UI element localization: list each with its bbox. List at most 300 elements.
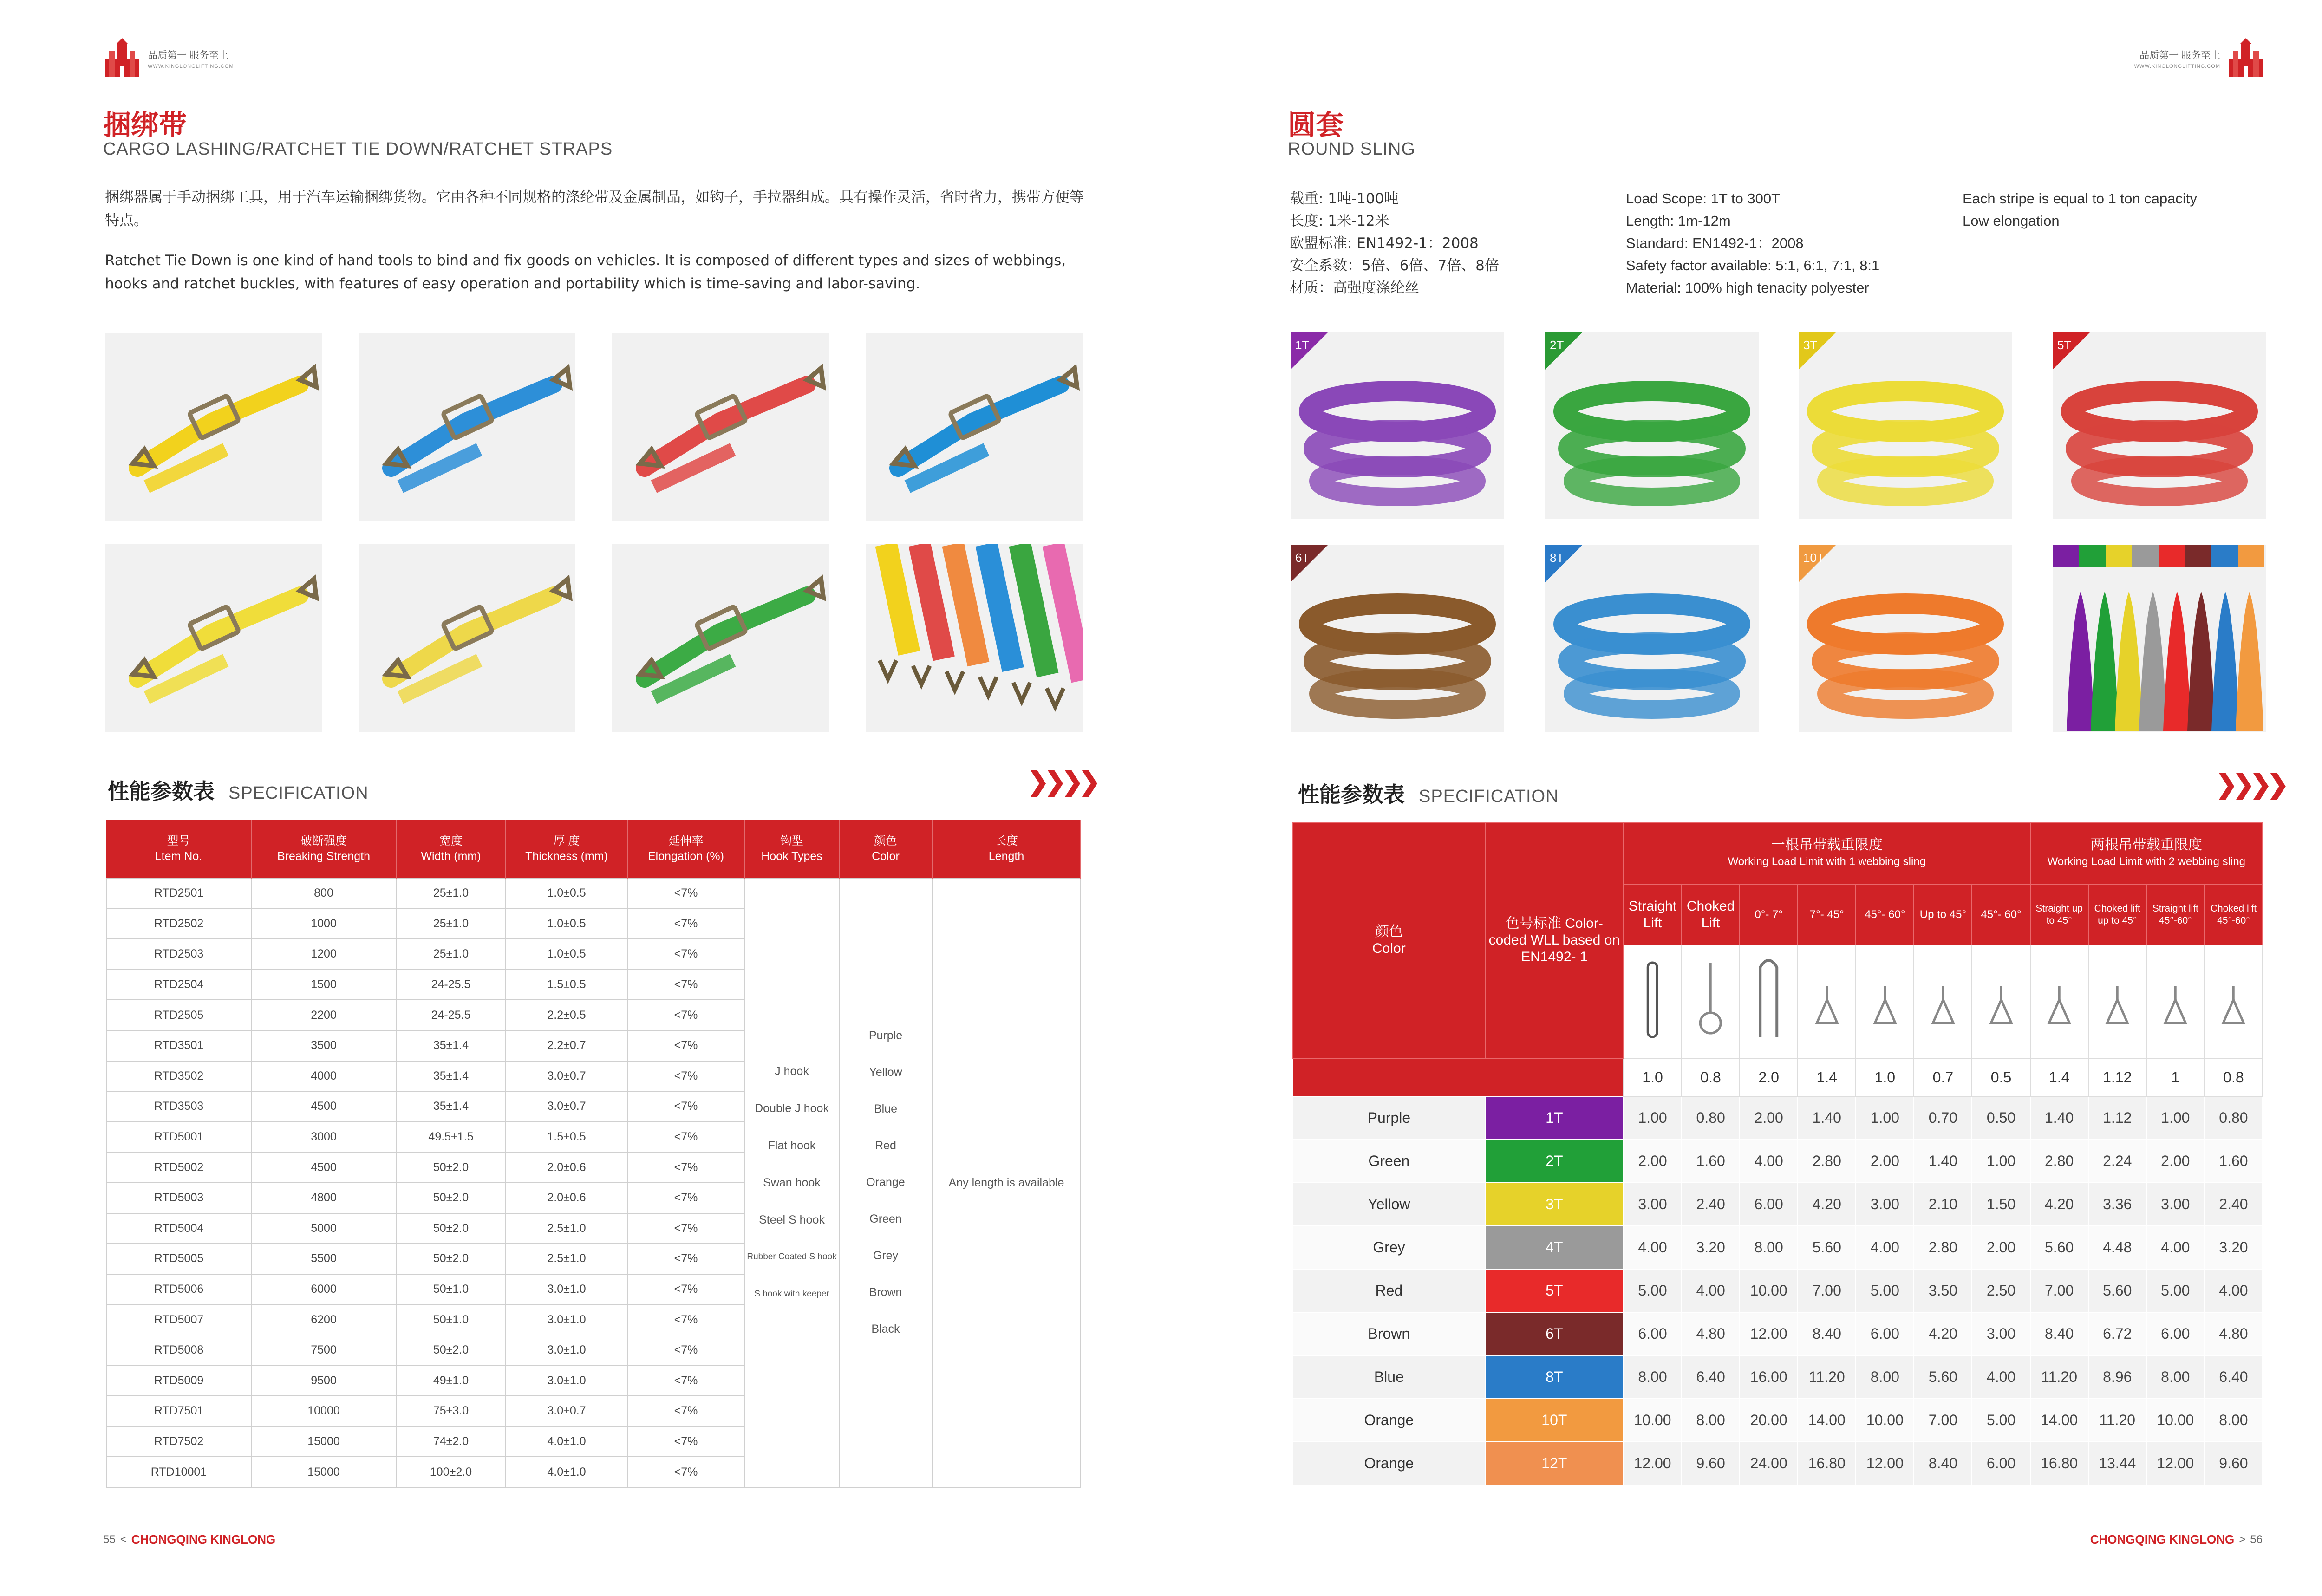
column-header-cn: 长度 [994,834,1018,847]
lift-mode-header: 45°- 60° [1972,885,2030,945]
wll-value: 2.00 [1624,1140,1682,1183]
description-en: Ratchet Tie Down is one kind of hand tools to bind and fix goods on vehicles. It is composed of different types and sizes of webbings, hooks and ratchet buckles, with features of easy operation and portability which is time-saving and labor-saving. [105,252,1066,292]
table-cell: <7% [627,1213,744,1244]
table-cell: <7% [627,1030,744,1061]
chevrons-icon: ❯❯❯❯ [2216,769,2284,799]
wll-value: 4.00 [1682,1269,1740,1312]
table-cell: 1.5±0.5 [506,1122,627,1153]
table-cell: 1000 [251,909,396,939]
page-footer: 55 < CHONGQING KINGLONG [103,1532,276,1546]
column-header-en: Hook Types [761,849,822,863]
color-option: Black [871,1322,900,1336]
table-cell: 50±2.0 [396,1244,506,1274]
lift-mode-header: 7°- 45° [1798,885,1856,945]
table-cell: 2.0±0.6 [506,1152,627,1183]
hook-type: Flat hook [768,1139,816,1152]
wll-value: 8.40 [1914,1442,1972,1485]
hook-types-cell [744,878,839,1487]
round-sling-photo [1291,545,1504,732]
wll-value: 6.00 [1856,1312,1914,1355]
table-cell: 24-25.5 [396,970,506,1000]
wll-value: 1.50 [1972,1183,2030,1226]
wll-value: 16.80 [1798,1442,1856,1485]
column-header [627,820,744,878]
lift-mode-icon [1856,945,1914,1058]
table-cell: RTD5004 [106,1213,251,1244]
color-name: Green [1293,1140,1485,1183]
wll-value: 1.12 [2088,1096,2146,1140]
wll-value: 1.40 [1798,1096,1856,1140]
mode-factor: 0.8 [2205,1058,2263,1096]
wll-value: 0.50 [1972,1096,2030,1140]
table-cell: <7% [627,1244,744,1274]
table-cell: 25±1.0 [396,878,506,909]
mode-factor: 1.4 [1798,1058,1856,1096]
spec-title-cn: 性能参数表 [108,779,215,804]
capacity-tag: 5T [2057,338,2072,352]
wll-value: 1.40 [2030,1096,2088,1140]
color-header [1293,822,1485,1058]
page-title-cn: 圆套 [1288,109,1344,142]
product-photo-yellow-ratchet-strap-3 [359,544,575,732]
lift-mode-icon [2088,945,2146,1058]
wll-value: 11.20 [2088,1399,2146,1442]
table-cell: <7% [627,970,744,1000]
column-header [506,820,627,878]
wll-value: 4.20 [1798,1183,1856,1226]
lift-mode-icon [1972,945,2030,1058]
wll-value: 4.48 [2088,1226,2146,1269]
round-sling-wll-table [1292,822,2263,1485]
mode-factor: 1.0 [1856,1058,1914,1096]
spec-line-en: Length: 1m-12m [1626,213,1731,229]
column-header-en: Length [988,849,1024,863]
table-cell: 100±2.0 [396,1457,506,1487]
spec-title-en: SPECIFICATION [1419,787,1559,806]
lift-mode-icon [1624,945,1682,1058]
table-cell: 2.0±0.6 [506,1183,627,1213]
wll-value: 5.60 [2088,1269,2146,1312]
mode-factor: 0.5 [1972,1058,2030,1096]
table-cell: 3.0±1.0 [506,1274,627,1305]
table-cell: 15000 [251,1457,396,1487]
wll-value: 1.00 [1624,1096,1682,1140]
table-row [1293,1183,2263,1226]
wll-value: 4.00 [1740,1140,1798,1183]
capacity-tag: 8T [1550,551,1564,565]
table-cell: <7% [627,1183,744,1213]
wll-value: 6.00 [2146,1312,2205,1355]
spec-heading [108,775,369,805]
column-header-en: Thickness (mm) [525,849,608,863]
wll-value: 1.00 [1856,1096,1914,1140]
lift-mode-header: Choked Lift [1682,885,1740,945]
wll-value: 7.00 [1798,1269,1856,1312]
table-cell: 50±1.0 [396,1304,506,1335]
table-cell: RTD10001 [106,1457,251,1487]
column-header-cn: 宽度 [439,834,463,847]
product-photo-red-ratchet-strap [612,333,829,521]
lift-mode-header: Up to 45° [1914,885,1972,945]
wll-value: 3.20 [2205,1226,2263,1269]
wll-value: 14.00 [1798,1399,1856,1442]
table-cell: RTD5006 [106,1274,251,1305]
table-cell: <7% [627,1304,744,1335]
color-code-swatch: 5T [1485,1269,1624,1312]
wll-value: 2.00 [1856,1140,1914,1183]
column-header-en: Breaking Strength [277,849,371,863]
table-cell: <7% [627,1000,744,1030]
wll-value: 8.00 [1740,1226,1798,1269]
wll-value: 2.40 [1682,1183,1740,1226]
lift-mode-icon [2030,945,2088,1058]
wll-value: 16.00 [1740,1355,1798,1399]
wll-value: 3.00 [1856,1183,1914,1226]
specs-list-en [1626,188,1879,299]
table-cell: 1200 [251,939,396,970]
color-header-en: Color [1372,941,1406,956]
round-sling-photo [2053,545,2266,732]
brand-slogan: 品质第一 服务至上 [2139,50,2220,61]
wll-value: 0.80 [1682,1096,1740,1140]
spec-line-en: Load Scope: 1T to 300T [1626,190,1781,207]
table-cell: 4.0±1.0 [506,1457,627,1487]
table-cell: 4500 [251,1152,396,1183]
round-sling-photo [1799,545,2012,732]
hook-type: Steel S hook [759,1213,825,1226]
mode-factor: 1.0 [1624,1058,1682,1096]
right-page [1185,0,2322,1596]
capacity-tag: 3T [1803,338,1818,352]
wll-value: 5.00 [1972,1399,2030,1442]
round-sling-photo [2053,332,2266,519]
color-option: Yellow [869,1066,902,1079]
column-header [106,820,251,878]
wll-value: 4.00 [1856,1226,1914,1269]
wll-value: 0.80 [2205,1096,2263,1140]
color-option: Brown [869,1286,902,1299]
table-cell: <7% [627,909,744,939]
table-cell: 74±2.0 [396,1427,506,1457]
wll-value: 8.40 [1798,1312,1856,1355]
ratchet-spec-table [106,820,1081,1488]
wll-value: 4.00 [2205,1269,2263,1312]
table-cell: 15000 [251,1427,396,1457]
table-row [1293,1399,2263,1442]
wll-value: 12.00 [1624,1442,1682,1485]
wll-value: 20.00 [1740,1399,1798,1442]
table-cell: 6000 [251,1274,396,1305]
table-cell: 3.0±0.7 [506,1396,627,1427]
wll-value: 2.80 [1798,1140,1856,1183]
castle-logo-icon [2227,38,2265,79]
wll-value: 2.00 [1740,1096,1798,1140]
wll-value: 8.00 [1624,1355,1682,1399]
wll-value: 4.00 [2146,1226,2205,1269]
mode-factor: 1.4 [2030,1058,2088,1096]
notes-list [1963,188,2197,232]
wll-value: 11.20 [1798,1355,1856,1399]
table-cell: 49.5±1.5 [396,1122,506,1153]
wll-value: 5.60 [1798,1226,1856,1269]
single-sling-header-cn: 一根吊带载重限度 [1771,837,1883,853]
table-cell: RTD5008 [106,1335,251,1366]
column-header-en: Ltem No. [155,849,202,863]
table-row [1293,1096,2263,1140]
color-option: Purple [868,1029,903,1042]
table-row [1293,1226,2263,1269]
table-cell: 2.5±1.0 [506,1244,627,1274]
wll-value: 7.00 [2030,1269,2088,1312]
table-cell: 35±1.4 [396,1030,506,1061]
wll-value: 10.00 [2146,1399,2205,1442]
color-option: Green [869,1212,902,1226]
castle-logo-icon [103,38,141,79]
round-sling-photo [1291,332,1504,519]
wll-value: 8.00 [1856,1355,1914,1399]
lift-mode-header: Straight lift 45°-60° [2146,885,2205,945]
wll-value: 2.10 [1914,1183,1972,1226]
lift-mode-header: Straight up to 45° [2030,885,2088,945]
wll-value: 1.60 [1682,1140,1740,1183]
lift-mode-icon [1682,945,1740,1058]
spec-line-cn: 欧盟标准: EN1492-1：2008 [1290,235,1479,252]
color-name: Blue [1293,1355,1485,1399]
double-sling-header-en: Working Load Limit with 2 webbing sling [2047,855,2246,868]
table-cell: 35±1.4 [396,1091,506,1122]
column-header-cn: 破断强度 [300,834,347,847]
color-option: Red [875,1139,896,1153]
wll-value: 1.60 [2205,1140,2263,1183]
page-title-en: ROUND SLING [1288,139,1415,159]
table-cell: RTD2501 [106,878,251,909]
table-cell: 50±2.0 [396,1152,506,1183]
table-cell: RTD5007 [106,1304,251,1335]
brand-slogan: 品质第一 服务至上 [148,50,228,61]
table-cell: 50±2.0 [396,1335,506,1366]
hook-type: Rubber Coated S hook [747,1251,837,1262]
table-cell: 1.5±0.5 [506,970,627,1000]
note-line: Each stripe is equal to 1 ton capacity [1963,190,2197,207]
mode-factor: 2.0 [1740,1058,1798,1096]
spec-line-cn: 安全系数：5倍、6倍、7倍、8倍 [1290,257,1499,274]
hook-type: Double J hook [755,1101,829,1115]
color-name: Orange [1293,1442,1485,1485]
wll-value: 2.00 [1972,1226,2030,1269]
wll-value: 1.40 [1914,1140,1972,1183]
color-code-swatch: 10T [1485,1399,1624,1442]
wll-value: 10.00 [1624,1399,1682,1442]
specs-list-cn [1290,188,1499,299]
color-name: Red [1293,1269,1485,1312]
color-header-cn: 颜色 [1375,924,1403,939]
wll-value: 10.00 [1740,1269,1798,1312]
color-code-swatch: 6T [1485,1312,1624,1355]
color-code-swatch: 1T [1485,1096,1624,1140]
double-sling-header-cn: 两根吊带载重限度 [2090,837,2202,853]
color-code-swatch: 3T [1485,1183,1624,1226]
spec-heading [1298,778,1559,808]
table-cell: <7% [627,1457,744,1487]
table-cell: RTD2505 [106,1000,251,1030]
color-code-swatch: 4T [1485,1226,1624,1269]
wll-value: 7.00 [1914,1399,1972,1442]
lift-mode-header: 45°- 60° [1856,885,1914,945]
product-photo-multi-color-strap-ends [866,544,1083,732]
table-row [1293,1355,2263,1399]
table-cell: 9500 [251,1366,396,1396]
table-cell: <7% [627,1061,744,1092]
product-photo-blue-ratchet-strap-2 [866,333,1083,521]
wll-value: 3.36 [2088,1183,2146,1226]
table-cell: 25±1.0 [396,909,506,939]
wll-value: 9.60 [1682,1442,1740,1485]
table-cell: 7500 [251,1335,396,1366]
table-cell: RTD2502 [106,909,251,939]
capacity-tag: 10T [1803,551,1824,565]
wll-value: 5.00 [2146,1269,2205,1312]
table-cell: 5000 [251,1213,396,1244]
capacity-tag: 1T [1295,338,1310,352]
wll-value: 4.80 [2205,1312,2263,1355]
table-cell: RTD5002 [106,1152,251,1183]
column-header-en: Elongation (%) [648,849,724,863]
wll-value: 1.00 [1972,1140,2030,1183]
lift-mode-icon [2146,945,2205,1058]
spec-title-cn: 性能参数表 [1298,782,1405,807]
table-cell: RTD7502 [106,1427,251,1457]
lift-mode-icon [2205,945,2263,1058]
wll-value: 1.00 [2146,1096,2205,1140]
wll-value: 8.00 [1682,1399,1740,1442]
wll-value: 6.40 [1682,1355,1740,1399]
round-sling-photo [1545,332,1759,519]
table-row [1293,1312,2263,1355]
wll-value: 5.60 [1914,1355,1972,1399]
brand-logo [103,38,234,79]
capacity-tag: 6T [1295,551,1310,565]
brand-url: WWW.KINGLONGLIFTING.COM [148,64,234,69]
length-cell: Any length is available [932,878,1081,1487]
wll-value: 4.80 [1682,1312,1740,1355]
table-cell: 6200 [251,1304,396,1335]
spec-line-en: Safety factor available: 5:1, 6:1, 7:1, 8:1 [1626,257,1880,274]
wll-value: 3.20 [1682,1226,1740,1269]
table-cell: <7% [627,1427,744,1457]
column-header-en: Color [872,849,900,863]
table-cell: <7% [627,1122,744,1153]
wll-value: 2.24 [2088,1140,2146,1183]
column-header-cn: 型号 [167,834,190,847]
table-cell: 4500 [251,1091,396,1122]
table-cell: 24-25.5 [396,1000,506,1030]
double-sling-header [2030,822,2263,885]
table-cell: RTD3501 [106,1030,251,1061]
product-photo-green-ratchet-strap [612,544,829,732]
page-number: 56 [2250,1533,2263,1546]
color-option: Grey [873,1249,899,1263]
wll-value: 3.00 [1624,1183,1682,1226]
wll-value: 0.70 [1914,1096,1972,1140]
wll-value: 6.00 [1624,1312,1682,1355]
column-header [839,820,932,878]
table-row [1293,1269,2263,1312]
spec-line-en: Material: 100% high tenacity polyester [1626,280,1869,296]
wll-value: 3.00 [2146,1183,2205,1226]
product-photo-yellow-ratchet-strap-2 [105,544,322,732]
chevrons-icon: ❯❯❯❯ [1027,767,1096,796]
table-cell: <7% [627,1335,744,1366]
table-cell: RTD7501 [106,1396,251,1427]
column-header-cn: 钩型 [780,834,803,847]
lift-mode-header: Straight Lift [1624,885,1682,945]
table-cell: 50±2.0 [396,1183,506,1213]
wll-value: 4.00 [1624,1226,1682,1269]
table-cell: 35±1.4 [396,1061,506,1092]
table-cell: 50±2.0 [396,1213,506,1244]
wll-value: 11.20 [2030,1355,2088,1399]
color-code-swatch: 2T [1485,1140,1624,1183]
table-cell: <7% [627,1152,744,1183]
lift-mode-header: Choked lift 45°-60° [2205,885,2263,945]
wll-value: 12.00 [1856,1442,1914,1485]
color-code-swatch: 8T [1485,1355,1624,1399]
wll-value: 3.50 [1914,1269,1972,1312]
table-cell: 49±1.0 [396,1366,506,1396]
wll-value: 9.60 [2205,1442,2263,1485]
wll-value: 10.00 [1856,1399,1914,1442]
mode-factor: 1 [2146,1058,2205,1096]
table-cell: 3.0±0.7 [506,1061,627,1092]
brand-url: WWW.KINGLONGLIFTING.COM [2134,64,2220,69]
column-header-cn: 颜色 [874,834,897,847]
footer-brand: CHONGQING KINGLONG [131,1532,276,1546]
wll-value: 6.00 [1740,1183,1798,1226]
table-cell: 3.0±1.0 [506,1335,627,1366]
wll-value: 2.40 [2205,1183,2263,1226]
table-cell: 2.2±0.5 [506,1000,627,1030]
page-title-cn: 捆绑带 [103,109,187,142]
mode-factor: 0.8 [1682,1058,1740,1096]
table-cell: 4.0±1.0 [506,1427,627,1457]
colors-cell [839,878,932,1487]
wll-value: 8.40 [2030,1312,2088,1355]
capacity-tag: 2T [1550,338,1564,352]
note-line: Low elongation [1963,213,2060,229]
brand-logo [2134,38,2265,79]
color-name: Orange [1293,1399,1485,1442]
column-header [396,820,506,878]
table-cell: RTD5003 [106,1183,251,1213]
color-name: Purple [1293,1096,1485,1140]
wll-value: 8.00 [2205,1399,2263,1442]
table-cell: 1.0±0.5 [506,909,627,939]
wll-value: 2.80 [2030,1140,2088,1183]
table-cell: <7% [627,1091,744,1122]
lift-mode-icon [1914,945,1972,1058]
page-title-en: CARGO LASHING/RATCHET TIE DOWN/RATCHET STRAPS [103,139,613,159]
single-sling-header-en: Working Load Limit with 1 webbing sling [1728,855,1926,868]
wll-value: 4.20 [2030,1183,2088,1226]
spec-title-en: SPECIFICATION [228,783,369,803]
hook-type: J hook [775,1064,809,1078]
page-footer: CHONGQING KINGLONG > 56 [2090,1532,2263,1546]
spec-line-cn: 载重: 1吨-100吨 [1290,190,1399,207]
wll-value: 8.96 [2088,1355,2146,1399]
table-cell: 1.0±0.5 [506,939,627,970]
table-cell: RTD5001 [106,1122,251,1153]
wll-value: 6.00 [1972,1442,2030,1485]
